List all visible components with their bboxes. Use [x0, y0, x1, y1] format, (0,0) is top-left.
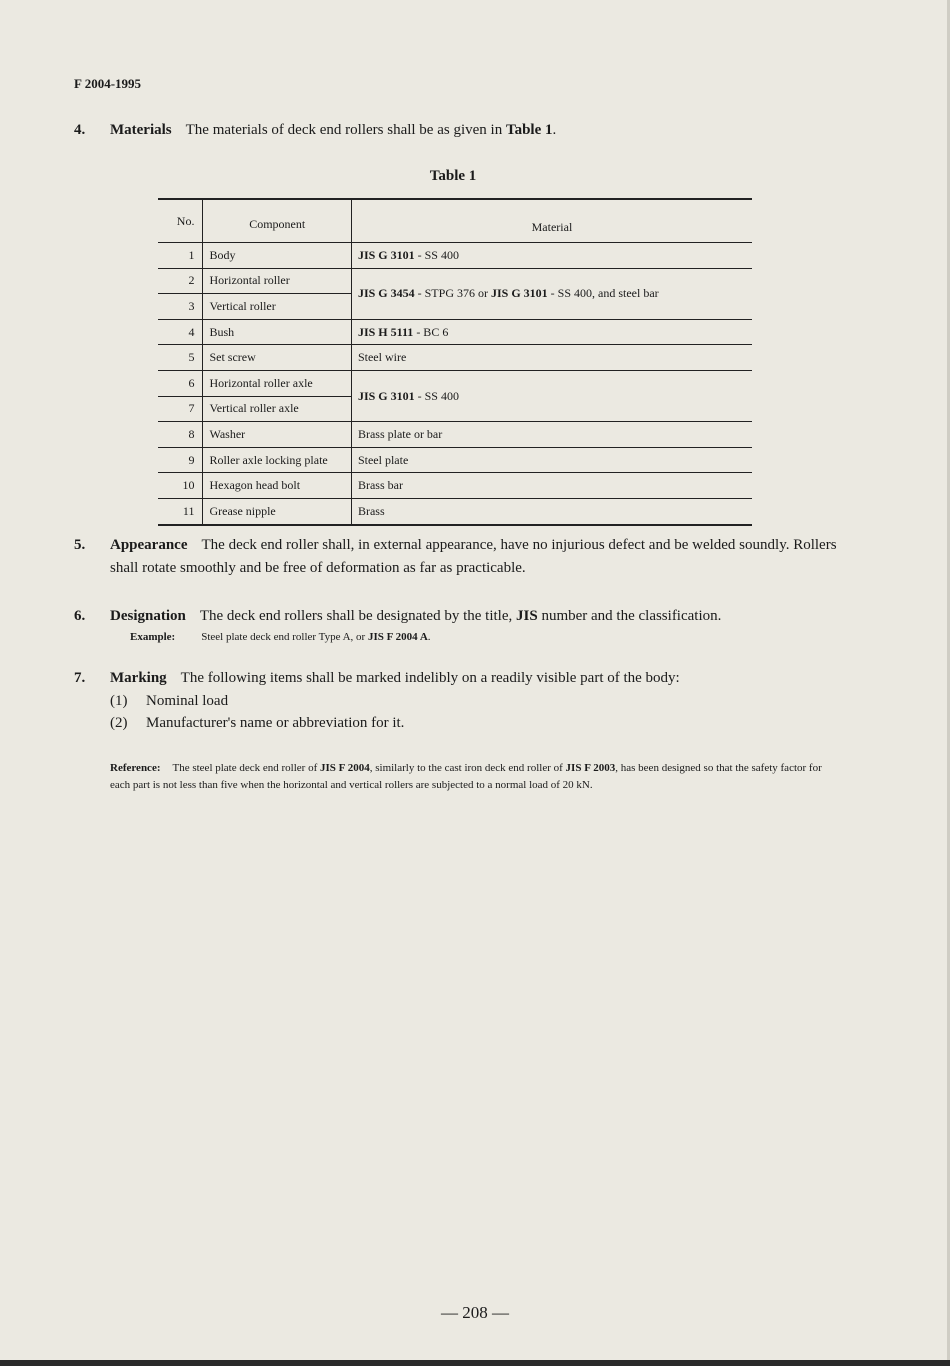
cell-no: 10	[158, 473, 203, 499]
example-text: Steel plate deck end roller Type A, or	[201, 631, 368, 643]
section-number: 6.	[74, 608, 86, 624]
list-text: Nominal load	[146, 693, 229, 709]
reference-text: The steel plate deck end roller of	[172, 762, 321, 774]
table-reference: Table 1	[505, 122, 553, 138]
section-text: The materials of deck end rollers shall be as given in	[185, 122, 506, 138]
header-component: Component	[203, 199, 352, 243]
table-row	[158, 370, 752, 396]
section-text-end: number and the classification.	[537, 608, 722, 624]
list-text: Manufacturer's name or abbreviation for it.	[146, 715, 405, 731]
material-standard: JIS G 3101	[490, 286, 548, 301]
cell-no: 1	[158, 243, 203, 269]
cell-no: 3	[158, 294, 203, 320]
material-grade: - BC 6	[413, 324, 449, 339]
table-row	[158, 473, 752, 499]
cell-material	[351, 243, 752, 269]
cell-no: 8	[158, 422, 203, 448]
cell-component: Hexagon head bolt	[203, 473, 352, 499]
section-number: 5.	[74, 537, 86, 553]
section-title: Appearance	[110, 537, 188, 553]
cell-component: Horizontal roller axle	[203, 370, 352, 396]
page-number: — 208 —	[441, 1303, 509, 1322]
example-designation: JIS F 2004 A	[367, 631, 428, 643]
cell-material: Steel plate	[351, 447, 752, 473]
section-title: Marking	[110, 670, 167, 686]
cell-no: 11	[158, 498, 203, 524]
cell-material	[351, 319, 752, 345]
table-row	[158, 422, 752, 448]
cell-component: Roller axle locking plate	[203, 447, 352, 473]
header-material: Material	[351, 199, 752, 243]
cell-component: Bush	[203, 319, 352, 345]
materials-table	[158, 198, 752, 526]
material-grade: - SS 400	[414, 247, 459, 262]
section-appearance	[74, 534, 840, 580]
section-text: The deck end rollers shall be designated by the title,	[199, 608, 516, 624]
cell-no: 9	[158, 447, 203, 473]
section-text-bold: JIS	[516, 608, 538, 624]
table-row	[158, 447, 752, 473]
cell-material: Brass plate or bar	[351, 422, 752, 448]
table-header-row	[158, 199, 752, 243]
section-designation	[74, 605, 840, 646]
material-standard: JIS G 3101	[357, 388, 415, 403]
table-row	[158, 319, 752, 345]
example-label: Example:	[130, 631, 176, 643]
document-code: F 2004-1995	[74, 76, 142, 91]
cell-material: Steel wire	[351, 345, 752, 371]
cell-component: Body	[203, 243, 352, 269]
header-no: No.	[158, 199, 203, 243]
material-grade: - SS 400, and steel bar	[547, 286, 659, 301]
cell-material: Brass bar	[351, 473, 752, 499]
section-title: Materials	[110, 122, 172, 138]
material-standard: JIS G 3454	[357, 286, 415, 301]
cell-material	[351, 268, 752, 319]
cell-no: 4	[158, 319, 203, 345]
material-grade: - STPG 376 or	[414, 286, 491, 301]
table-row	[158, 345, 752, 371]
section-text-end: .	[552, 122, 557, 138]
section-materials	[74, 119, 840, 142]
table-row	[158, 268, 752, 294]
table-row	[158, 498, 752, 524]
section-number: 4.	[74, 122, 86, 138]
reference-text: , similarly to the cast iron deck end roller of	[369, 762, 566, 774]
cell-material	[351, 370, 752, 421]
reference-text: , has been designed so that the safety factor for each part is not less than five when the horizontal and vertical rollers are subjected to a normal load of 20 kN.	[110, 762, 822, 791]
section-marking	[74, 667, 840, 734]
cell-no: 5	[158, 345, 203, 371]
section-number: 7.	[74, 670, 86, 686]
cell-component: Grease nipple	[203, 498, 352, 524]
cell-no: 7	[158, 396, 203, 422]
material-standard: JIS H 5111	[357, 324, 414, 339]
cell-component: Washer	[203, 422, 352, 448]
table-caption: Table 1	[429, 168, 477, 184]
cell-no: 2	[158, 268, 203, 294]
reference-label: Reference:	[110, 762, 161, 774]
section-text: The following items shall be marked indelibly on a readily visible part of the body:	[180, 670, 680, 686]
example-line	[130, 628, 840, 646]
list-item	[110, 690, 840, 712]
list-marker: (2)	[110, 715, 128, 731]
section-title: Designation	[110, 608, 186, 624]
cell-component: Vertical roller axle	[203, 396, 352, 422]
section-text: The deck end roller shall, in external appearance, have no injurious defect and be welded soundly. Rollers shall rotate smoothly and be free of deformation as far as practicable.	[110, 537, 837, 576]
list-marker: (1)	[110, 693, 128, 709]
reference-standard: JIS F 2004	[320, 762, 370, 774]
cell-material: Brass	[351, 498, 752, 524]
cell-component: Vertical roller	[203, 294, 352, 320]
cell-no: 6	[158, 370, 203, 396]
reference-note	[110, 760, 840, 794]
cell-component: Horizontal roller	[203, 268, 352, 294]
reference-standard: JIS F 2003	[565, 762, 616, 774]
material-standard: JIS G 3101	[357, 247, 415, 262]
list-item	[110, 712, 840, 734]
table-row	[158, 243, 752, 269]
example-end: .	[427, 631, 431, 643]
page-bottom-edge	[0, 1360, 950, 1366]
cell-component: Set screw	[203, 345, 352, 371]
material-grade: - SS 400	[414, 388, 459, 403]
